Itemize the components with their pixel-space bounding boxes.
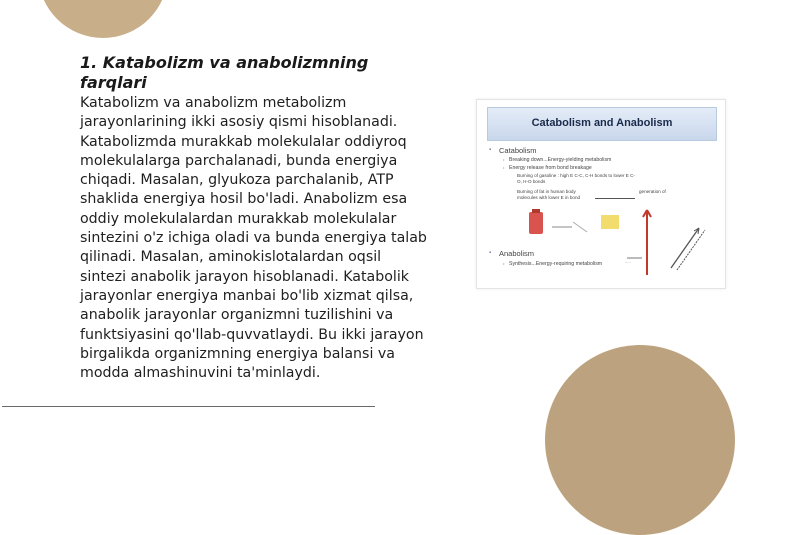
gas-can-icon (529, 212, 543, 234)
slide-cat-item-1: Breaking down...Energy-yielding metabolism (509, 157, 612, 163)
slide-illustrations (477, 100, 725, 288)
bullet-icon: • (503, 157, 505, 162)
divider-line (2, 406, 375, 407)
fat-block-icon (601, 215, 619, 229)
decorative-circle-bottom (545, 345, 735, 535)
fill-in-blank-line (595, 198, 635, 199)
slide-cat-item-2: Energy release from bond breakage (509, 165, 592, 171)
slide-cat-sub-2a: Burning of fat in human body (517, 189, 576, 194)
svg-text:·····: ····· (625, 261, 631, 265)
slide-anabolism-heading: Anabolism (499, 249, 535, 258)
body-paragraph: Katabolizm va anabolizm metabolizm jarayonlarining ikki asosiy qismi hisoblanadi. Katabolizmda murakkab molekulalar oddiyroq molekulalarga parchalanadi, bunda energiya chiqadi. Masalan, glyukoza parchalanib, ATP shaklida energiya hosil bo'ladi. Anabolizm esa oddiy molekulalardan murakkab molekulalar sintezini o'z ichiga oladi va bunda energiya talab qilinadi. Masalan, aminokislotalardan oqsil sintezi anabolik jarayon hisoblanadi. Katabolik jarayonlar energiya manbai bo'lib xizmat qilsa, anabolik jarayonlar organizmni tuzilishini va funktsiyasini qo'llab-quvvatlaydi. Bu ikki jarayon birgalikda organizmning energiya balansi va modda almashinuvini ta'minlaydi. (80, 95, 427, 382)
decorative-circle-top (38, 0, 168, 38)
slide-ana-item-1: Synthesis...Energy-requiring metabolism (509, 261, 603, 267)
slide-image (476, 99, 726, 289)
slide-catabolism-heading: Catabolism (499, 146, 537, 155)
slide-title: Catabolism and Anabolism (531, 117, 673, 129)
bullet-icon: ▪ (489, 250, 492, 256)
section-title: 1. Katabolizm va anabolizmning farqlari (80, 53, 369, 92)
bullet-icon: • (503, 165, 505, 170)
bullet-icon: ▪ (489, 147, 492, 153)
energy-arrow-up-icon (643, 210, 651, 275)
slide-cat-sub-2c: molecules with lower E in bond (517, 195, 581, 200)
slide-cat-sub-1a: Burning of gasoline : high E C-C, C-H bonds to lower E C- (517, 173, 635, 178)
slide-cat-sub-1b: O, H-O bonds (517, 179, 546, 184)
bullet-icon: • (503, 261, 505, 266)
slide-cat-sub-2b: generation of (639, 189, 666, 194)
diagonal-arrow-icon (671, 228, 699, 268)
